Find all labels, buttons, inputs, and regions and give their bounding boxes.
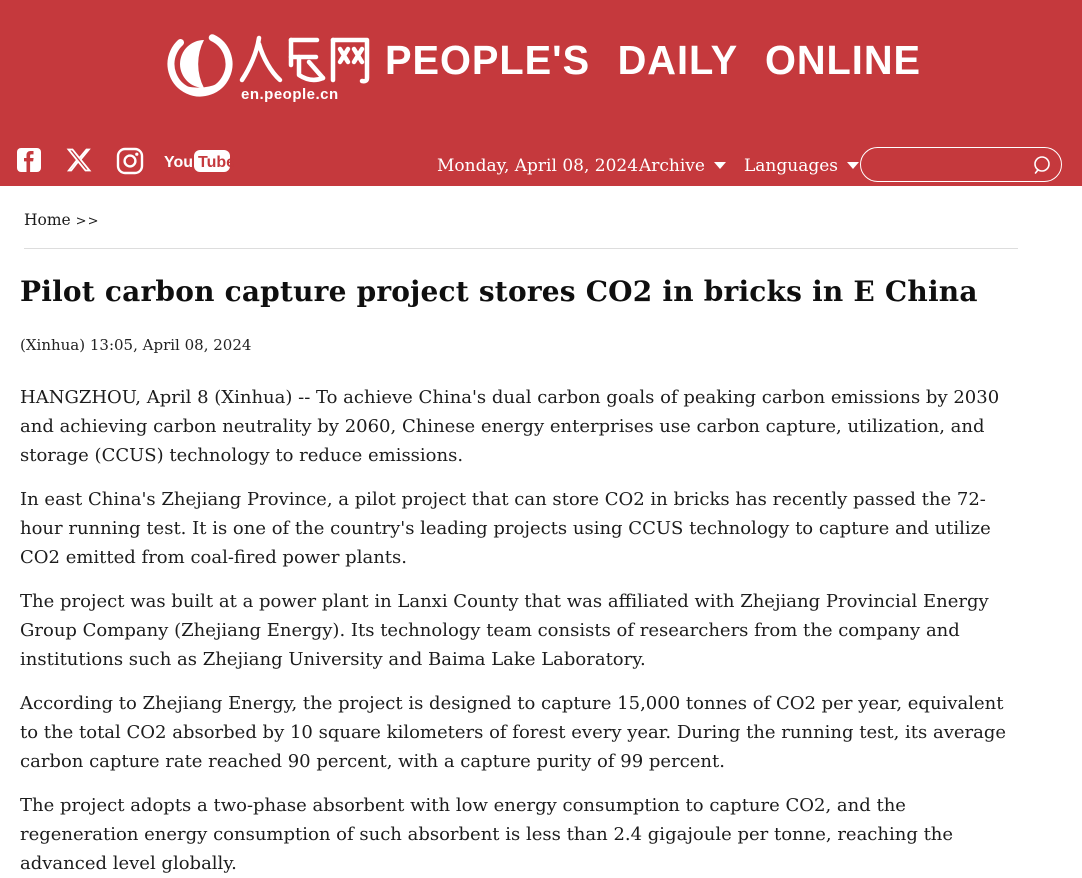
- search-input[interactable]: [875, 149, 1030, 180]
- instagram-icon[interactable]: [116, 147, 146, 177]
- divider: [24, 248, 1018, 249]
- peoples-daily-logo[interactable]: [163, 24, 922, 104]
- article-body: [20, 383, 1025, 878]
- svg-text:You: You: [164, 154, 194, 171]
- article-title: Pilot carbon capture project stores CO2 in bricks in E China: [20, 275, 978, 308]
- site-header: [0, 0, 1082, 186]
- breadcrumb-separator: >>: [75, 214, 100, 229]
- logo-domain-text: en.people.cn: [241, 86, 339, 103]
- article-byline: (Xinhua) 13:05, April 08, 2024: [20, 335, 252, 354]
- site-name: PEOPLE'S DAILY ONLINE: [385, 37, 922, 83]
- article-paragraph: The project was built at a power plant in Lanxi County that was affiliated with Zhejiang Provincial Energy Group Company (Zhejiang Energy). Its technology team consists of researchers from the company and institutions such as Zhejiang University and Baima Lake Laboratory.: [20, 590, 989, 670]
- chevron-down-icon: [714, 162, 726, 169]
- logo-chinese-characters-icon: [239, 32, 371, 94]
- article-paragraph: The project adopts a two-phase absorbent with low energy consumption to capture CO2, and the regeneration energy consumption of such absorbent is less than 2.4 gigajoule per tonne, reaching the advanced level globally.: [20, 794, 954, 874]
- svg-text:Tube: Tube: [198, 154, 234, 171]
- nav-archive-label: Archive: [639, 156, 705, 176]
- facebook-icon[interactable]: [16, 147, 46, 177]
- article-paragraph: According to Zhejiang Energy, the project is designed to capture 15,000 tonnes of CO2 per year, equivalent to the total CO2 absorbed by 10 square kilometers of forest every year. During the running test, its average carbon capture rate reached 90 percent, with a capture purity of 99 percent.: [20, 692, 1007, 772]
- article-page: [0, 186, 1082, 878]
- search-icon: [1031, 154, 1053, 176]
- article-paragraph: In east China's Zhejiang Province, a pilot project that can store CO2 in bricks has recently passed the 72-hour running test. It is one of the country's leading projects using CCUS technology to capture and utilize CO2 emitted from coal-fired power plants.: [20, 488, 991, 568]
- search-box: [860, 147, 1062, 182]
- nav-languages-label: Languages: [744, 156, 839, 176]
- youtube-icon[interactable]: [164, 147, 234, 177]
- search-button[interactable]: [1031, 154, 1053, 176]
- header-date: Monday, April 08, 2024: [437, 156, 639, 176]
- breadcrumb-home-link[interactable]: Home: [24, 211, 71, 229]
- x-twitter-icon[interactable]: [66, 147, 96, 177]
- chevron-down-icon: [847, 162, 859, 169]
- peoples-daily-crescent-icon: [163, 26, 235, 104]
- article-paragraph: HANGZHOU, April 8 (Xinhua) -- To achieve China's dual carbon goals of peaking carbon emissions by 2030 and achieving carbon neutrality by 2060, Chinese energy enterprises use carbon capture, utilization, and storage (CCUS) technology to reduce emissions.: [20, 386, 1000, 466]
- breadcrumb: [24, 186, 1062, 229]
- nav-languages[interactable]: [744, 156, 859, 176]
- nav-archive[interactable]: [639, 156, 726, 176]
